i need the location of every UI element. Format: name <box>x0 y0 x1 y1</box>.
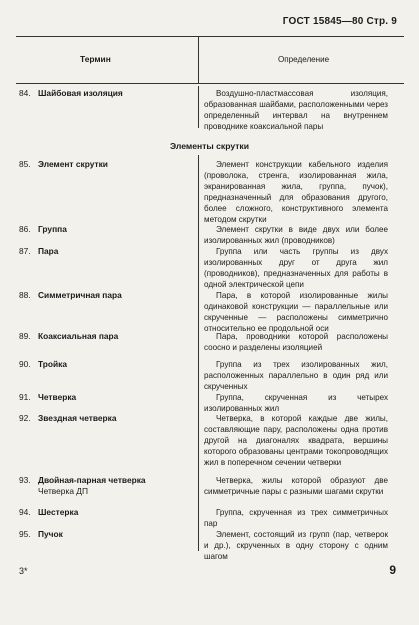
term-cell <box>19 159 194 170</box>
entry-number: 95. <box>19 529 31 539</box>
term-text: Шайбовая изоляция <box>38 88 123 98</box>
term-text: Группа <box>38 224 67 234</box>
term-text: Четверка <box>38 392 77 402</box>
term-cell <box>19 392 194 403</box>
term-text: Элемент скрутки <box>38 159 108 169</box>
entry-number: 90. <box>19 359 31 369</box>
definition-cell: Пара, в которой изолированные жилы одинаковой конструкции — параллельные или скрученные — расположены симметрично относительно ее продольной оси <box>204 291 388 334</box>
definition-cell: Пара, проводники которой расположены соосно и разделены изоляцией <box>204 332 388 353</box>
definition-cell: Четверка, в которой каждые две жилы, составляющие пару, расположены одна против другой на диагоналях квадрата, вершины которого образованы центрами токопроводящих жил в поперечном сечении четверки <box>204 414 388 468</box>
term-cell <box>19 529 194 540</box>
term-text: Шестерка <box>38 507 79 517</box>
term-text: Двойная-парная четверка <box>38 475 146 485</box>
entry-number: 91. <box>19 392 31 402</box>
term-abbreviation: Четверка ДП <box>38 486 88 496</box>
definition-cell: Элемент, состоящий из групп (пар, четверок и др.), скрученных в одну сторону с одним шагом <box>204 530 388 562</box>
page-header: ГОСТ 15845—80 Стр. 9 <box>282 16 397 27</box>
entry-number: 92. <box>19 413 31 423</box>
term-cell <box>19 475 194 497</box>
term-column-header: Термин <box>80 54 111 64</box>
definition-column-header: Определение <box>278 55 330 64</box>
column-rule-2 <box>198 155 199 551</box>
page-number: 9 <box>389 563 396 577</box>
entry-number: 93. <box>19 475 31 485</box>
entry-number: 84. <box>19 88 31 98</box>
term-text: Пара <box>38 246 59 256</box>
term-text: Коаксиальная пара <box>38 331 119 341</box>
term-cell <box>19 507 194 518</box>
entry-number: 88. <box>19 290 31 300</box>
definition-cell: Воздушно-пластмассовая изоляция, образованная шайбами, расположенными через определенный интервал на внутреннем проводнике коаксиальной пары <box>204 89 388 132</box>
definition-cell: Четверка, жилы которой образуют две симметричные пары с разными шагами скрутки <box>204 476 388 497</box>
definition-cell: Элемент скрутки в виде двух или более изолированных жил (проводников) <box>204 225 388 246</box>
entry-number: 86. <box>19 224 31 234</box>
entry-number: 87. <box>19 246 31 256</box>
term-cell <box>19 290 194 301</box>
term-text: Тройка <box>38 359 68 369</box>
definition-cell: Элемент конструкции кабельного изделия (проволока, стренга, изолированная жила, экранированная жила, группа, пучок), предназначенный для образования другого, более сложного, конструктивного элемента методом скрутки <box>204 160 388 225</box>
entry-number: 89. <box>19 331 31 341</box>
entry-number: 94. <box>19 507 31 517</box>
definition-cell: Группа, скрученная из четырех изолированных жил <box>204 393 388 414</box>
term-cell <box>19 331 194 342</box>
term-cell <box>19 224 194 235</box>
term-cell <box>19 413 194 424</box>
definition-cell: Группа из трех изолированных жил, расположенных параллельно в один ряд или скрученных <box>204 360 388 392</box>
table-header <box>16 36 404 84</box>
footer-signature-mark: 3* <box>19 566 28 576</box>
definition-cell: Группа или часть группы из двух изолированных друг от друга жил (проводников), предназначенных для работы в одной электрической цепи <box>204 247 388 290</box>
entry-number: 85. <box>19 159 31 169</box>
term-cell <box>19 88 194 99</box>
term-text: Симметричная пара <box>38 290 122 300</box>
term-cell <box>19 246 194 257</box>
column-rule <box>198 86 199 128</box>
term-text: Пучок <box>38 529 63 539</box>
definition-cell: Группа, скрученная из трех симметричных пар <box>204 508 388 529</box>
term-text: Звездная четверка <box>38 413 117 423</box>
section-title: Элементы скрутки <box>169 141 250 151</box>
term-cell <box>19 359 194 370</box>
